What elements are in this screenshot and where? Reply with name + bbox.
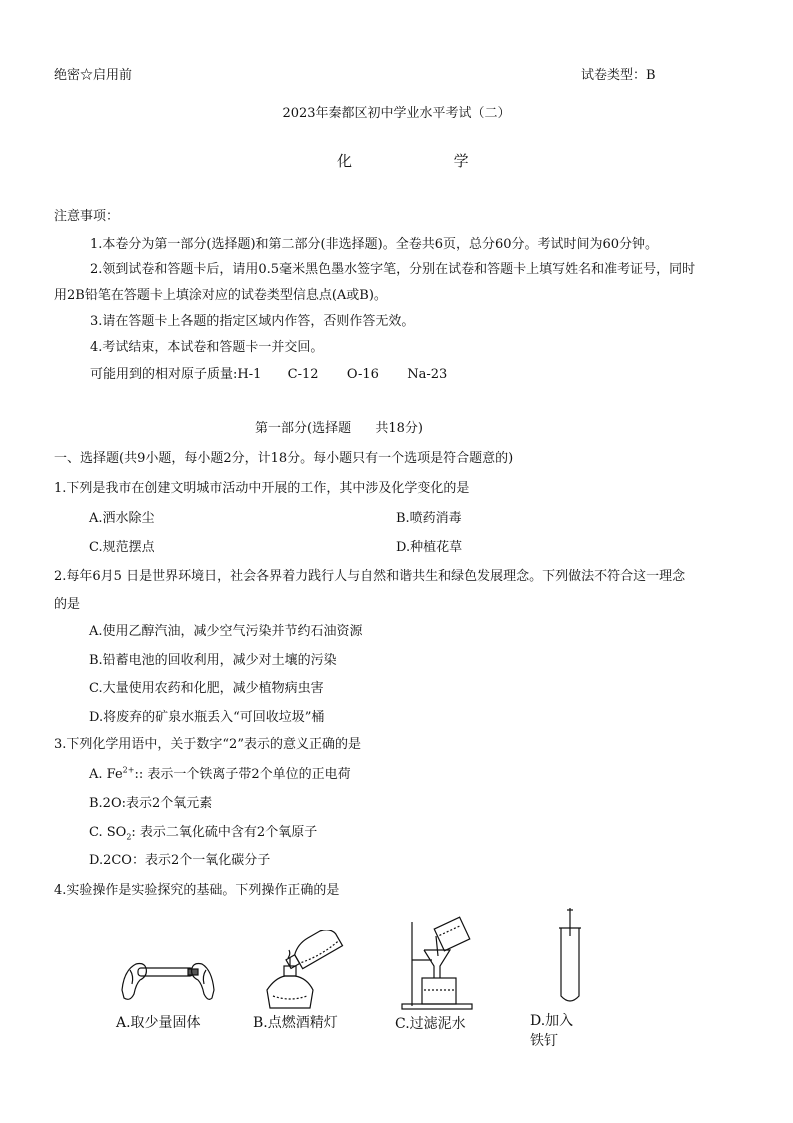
alcohol-lamp-illustration xyxy=(255,930,345,1010)
q3-a-text: :: 表示一个铁离子带2个单位的正电荷 xyxy=(134,767,351,782)
q4-stem: 4.实验操作是实验探究的基础。下列操作正确的是 xyxy=(54,883,340,898)
notice-item-1: 1.本卷分为第一部分(选择题)和第二部分(非选择题)。全卷共6页，总分60分。考试时间为60分钟。 xyxy=(90,237,659,252)
q1-option-a: A.洒水除尘 xyxy=(89,511,155,526)
subject-char-1: 化 xyxy=(337,152,353,170)
q2-option-d: D.将废弃的矿泉水瓶丢入“可回收垃圾”桶 xyxy=(89,710,325,725)
q1-option-d: D.种植花草 xyxy=(396,540,463,555)
atomic-mass-label: 可能用到的相对原子质量:H-1 xyxy=(90,367,262,382)
part1-score: 共18分) xyxy=(375,421,423,436)
figure-a-take-solid xyxy=(116,950,218,1031)
q3-option-b: B.2O:表示2个氧元素 xyxy=(89,796,213,811)
figure-d-caption: D.加入铁钉 xyxy=(530,1013,574,1049)
part1-title xyxy=(255,421,423,437)
part1-title-text: 第一部分(选择题 xyxy=(255,421,352,436)
q3-c-prefix: C. SO xyxy=(89,825,127,840)
mass-c: C-12 xyxy=(287,367,319,382)
figure-c-filtration xyxy=(395,916,478,1032)
subject-title xyxy=(337,150,469,171)
q2-stem-line-2: 的是 xyxy=(54,597,81,612)
subject-char-2: 学 xyxy=(453,152,469,170)
mass-o: O-16 xyxy=(346,367,379,382)
q3-a-prefix: A. Fe xyxy=(89,767,123,782)
notice-item-3: 3.请在答题卡上各题的指定区域内作答，否则作答无效。 xyxy=(90,314,415,329)
q3-option-d: D.2CO：表示2个一氧化碳分子 xyxy=(89,853,271,868)
notice-item-2-line-1: 2.领到试卷和答题卡后，请用0.5毫米黑色墨水签字笔，分别在试卷和答题卡上填写姓名和准考证号，同时 xyxy=(90,262,696,277)
q3-stem: 3.下列化学用语中，关于数字“2”表示的意义正确的是 xyxy=(54,737,361,752)
q2-option-a: A.使用乙醇汽油，减少空气污染并节约石油资源 xyxy=(89,624,363,639)
notice-item-2-line-2: 用2B铅笔在答题卡上填涂对应的试卷类型信息点(A或B)。 xyxy=(54,288,387,303)
section-intro: 一、选择题(共9小题，每小题2分，计18分。每小题只有一个选项是符合题意的) xyxy=(54,451,514,466)
q1-option-b: B.喷药消毒 xyxy=(396,511,462,526)
q3-option-a xyxy=(89,767,351,783)
mass-na: Na-23 xyxy=(407,367,448,382)
figure-b-caption: B.点燃酒精灯 xyxy=(253,1015,338,1031)
confidential-label: 绝密☆启用前 xyxy=(54,68,133,83)
q2-option-c: C.大量使用农药和化肥，减少植物病虫害 xyxy=(89,681,324,696)
exam-title: 2023年秦都区初中学业水平考试（二） xyxy=(282,106,511,121)
q1-stem: 1.下列是我市在创建文明城市活动中开展的工作，其中涉及化学变化的是 xyxy=(54,481,470,496)
test-tube-nail-illustration xyxy=(555,906,585,1006)
notice-title: 注意事项： xyxy=(54,209,120,224)
notice-item-4: 4.考试结束，本试卷和答题卡一并交回。 xyxy=(90,340,324,355)
q3-c-text: : 表示二氧化硫中含有2个氧原子 xyxy=(131,825,318,840)
q3-c-subscript: 2 xyxy=(126,832,132,842)
atomic-mass-line xyxy=(90,367,447,383)
q2-option-b: B.铅蓄电池的回收利用，减少对土壤的污染 xyxy=(89,653,337,668)
figure-c-caption: C.过滤泥水 xyxy=(395,1016,466,1032)
figure-d-add-nail xyxy=(530,906,585,1049)
q2-stem-line-1: 2.每年6月5 日是世界环境日，社会各界着力践行人与自然和谐共生和绿色发展理念。下列做法不符合这一理念 xyxy=(54,569,686,584)
q1-option-c: C.规范摆点 xyxy=(89,540,155,555)
figure-b-light-lamp xyxy=(253,930,345,1031)
q3-option-c xyxy=(89,825,317,841)
filtration-apparatus-illustration xyxy=(398,916,478,1011)
q3-a-superscript: 2+ xyxy=(122,765,135,775)
paper-type: 试卷类型：B xyxy=(581,68,656,83)
figure-a-caption: A.取少量固体 xyxy=(116,1015,201,1031)
hands-tube-illustration xyxy=(118,950,218,1010)
